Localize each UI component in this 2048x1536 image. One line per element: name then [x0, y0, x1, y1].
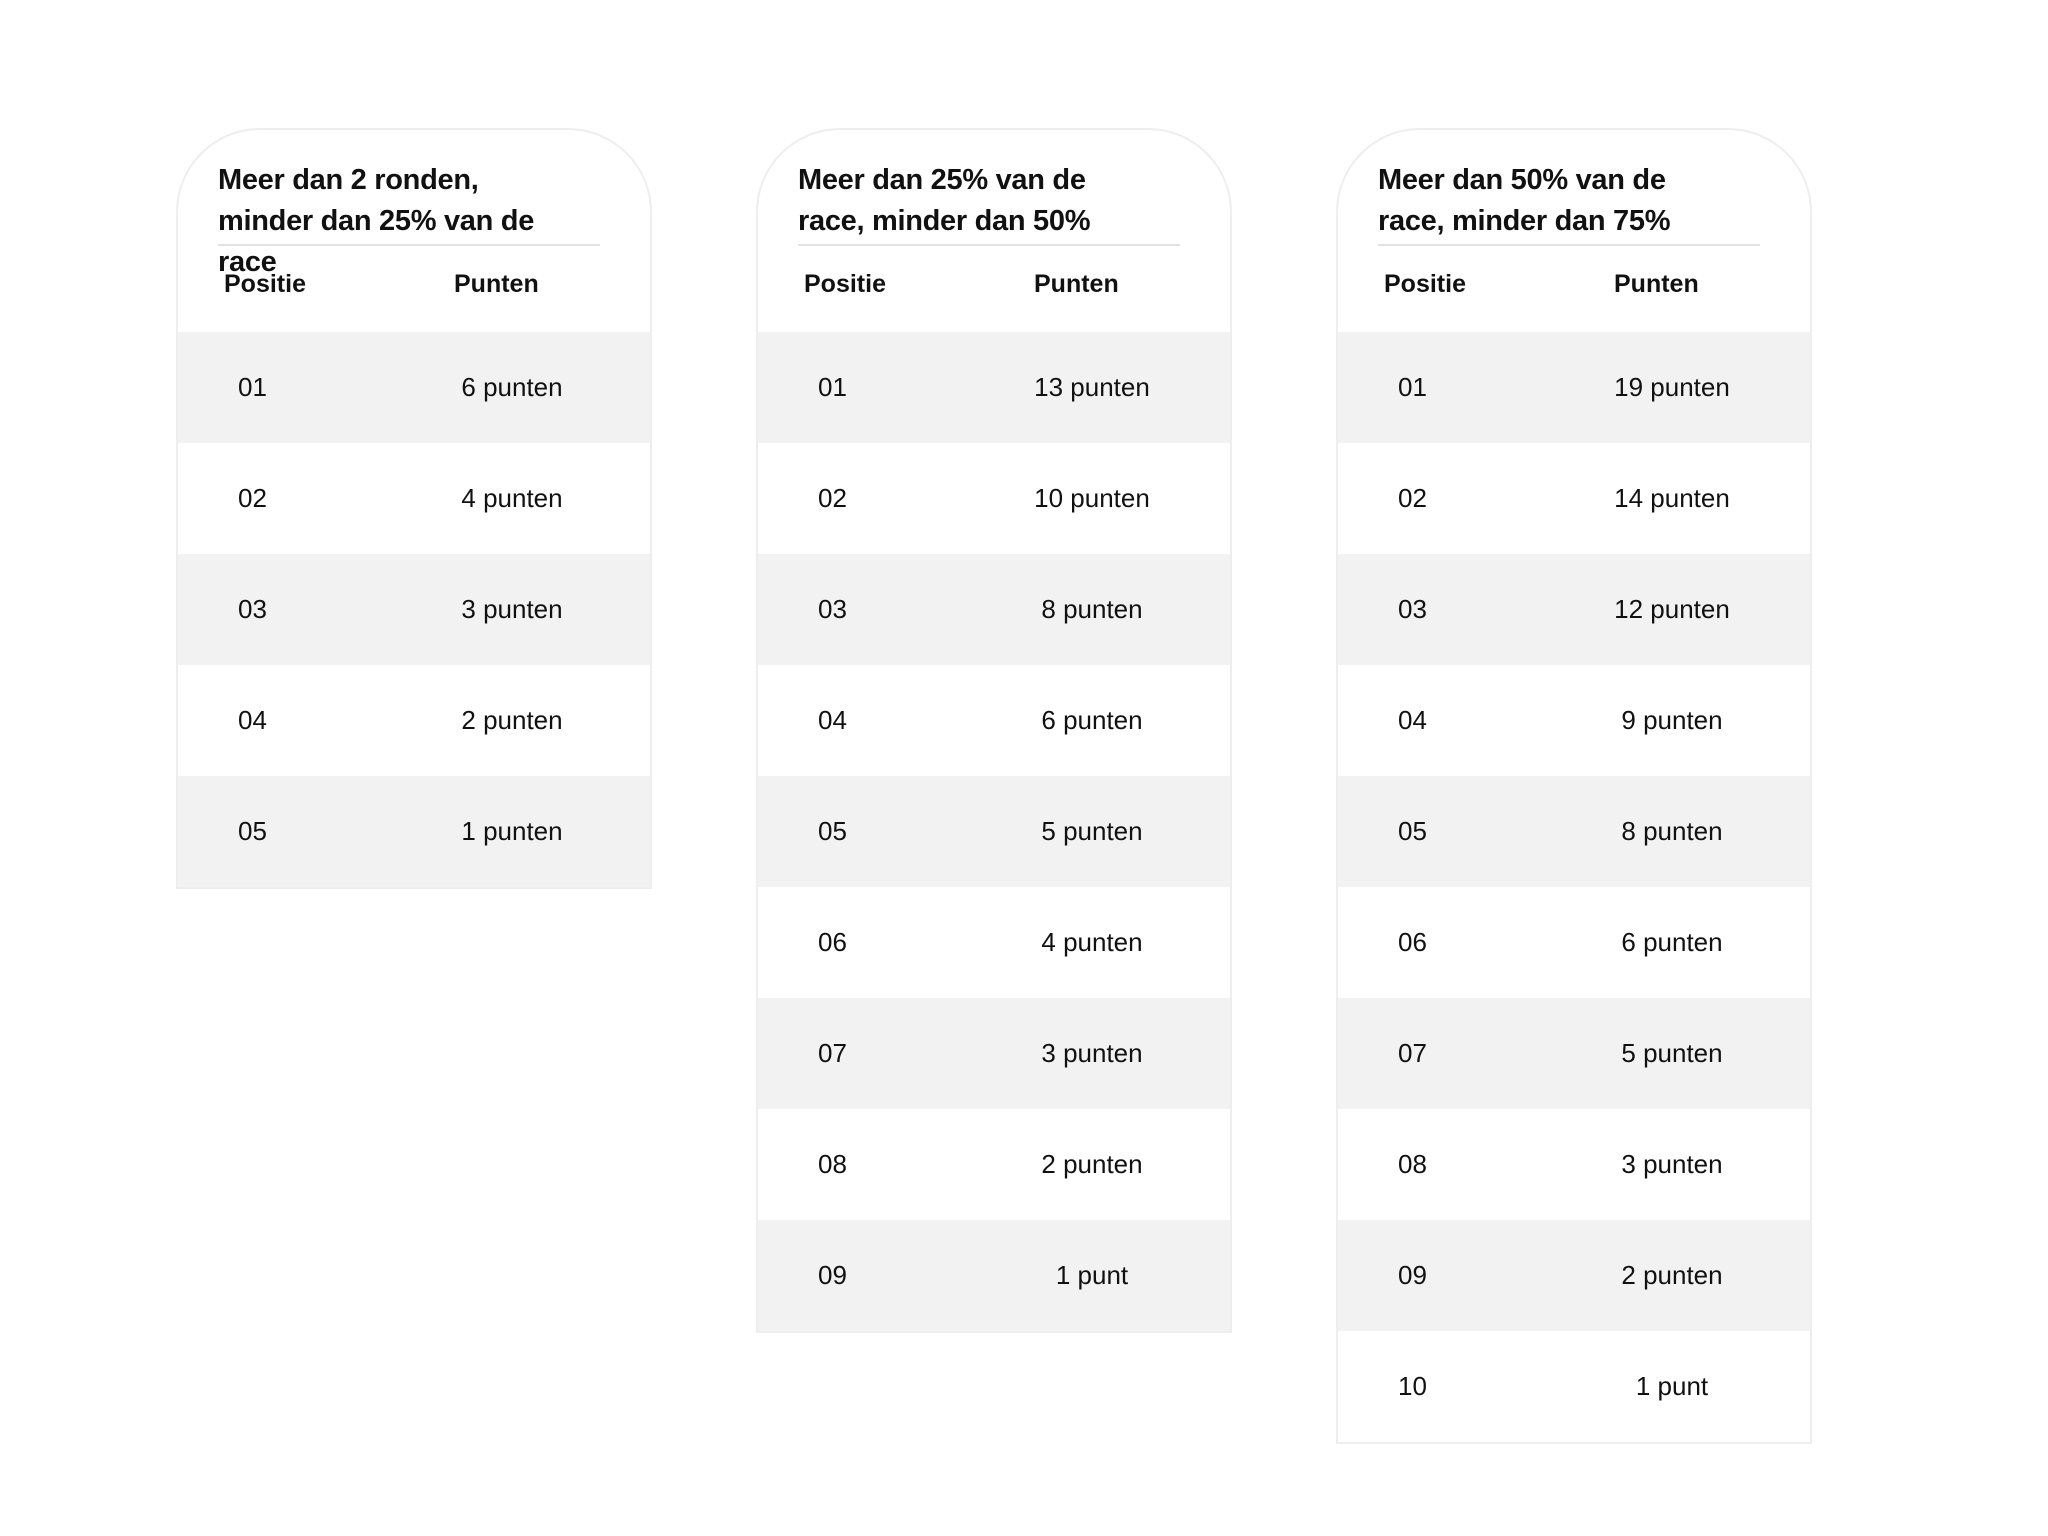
- table-body: [1338, 332, 1810, 1442]
- table-row: [758, 554, 1230, 665]
- position-cell: 05: [1398, 816, 1427, 846]
- points-cell: 9 punten: [1621, 705, 1723, 735]
- position-cell: 04: [818, 705, 847, 735]
- column-header-points: Punten: [454, 270, 539, 298]
- table-row: [1338, 1331, 1810, 1442]
- points-cell: 6 punten: [1621, 927, 1723, 957]
- position-cell: 01: [238, 372, 267, 402]
- column-header-points: Punten: [1034, 270, 1119, 298]
- position-cell: 01: [1398, 372, 1427, 402]
- table-row: [1338, 776, 1810, 887]
- table-row: [1338, 332, 1810, 443]
- points-cell: 2 punten: [1621, 1260, 1723, 1290]
- column-header-points: Punten: [1614, 270, 1699, 298]
- column-header-position: Positie: [804, 270, 886, 298]
- table-row: [758, 1220, 1230, 1331]
- title-divider: [218, 244, 600, 246]
- points-cell: 3 punten: [1041, 1038, 1143, 1068]
- table-row: [1338, 554, 1810, 665]
- table-row: [178, 443, 650, 554]
- position-cell: 08: [818, 1149, 847, 1179]
- position-cell: 09: [1398, 1260, 1427, 1290]
- table-row: [758, 1109, 1230, 1220]
- table-row: [1338, 887, 1810, 998]
- table-row: [1338, 998, 1810, 1109]
- position-cell: 02: [818, 483, 847, 513]
- table-header: [178, 130, 650, 332]
- position-cell: 05: [238, 816, 267, 846]
- table-body: [758, 332, 1230, 1331]
- points-cell: 1 punt: [1635, 1371, 1709, 1401]
- position-cell: 02: [238, 483, 267, 513]
- table-row: [178, 554, 650, 665]
- table-row: [1338, 665, 1810, 776]
- column-header-position: Positie: [224, 270, 306, 298]
- table-body: [178, 332, 650, 887]
- position-cell: 03: [1398, 594, 1427, 624]
- table-row: [1338, 1109, 1810, 1220]
- points-table-short-race: [176, 128, 652, 889]
- points-cell: 3 punten: [461, 594, 563, 624]
- points-cell: 8 punten: [1041, 594, 1143, 624]
- position-cell: 04: [238, 705, 267, 735]
- points-cell: 3 punten: [1621, 1149, 1723, 1179]
- position-cell: 01: [818, 372, 847, 402]
- table-row: [178, 332, 650, 443]
- position-cell: 07: [818, 1038, 847, 1068]
- position-cell: 03: [818, 594, 847, 624]
- column-header-position: Positie: [1384, 270, 1466, 298]
- points-cell: 4 punten: [1041, 927, 1143, 957]
- position-cell: 08: [1398, 1149, 1427, 1179]
- points-cell: 13 punten: [1034, 372, 1150, 402]
- points-cell: 2 punten: [461, 705, 563, 735]
- table-header: [1338, 130, 1810, 332]
- position-cell: 02: [1398, 483, 1427, 513]
- position-cell: 06: [818, 927, 847, 957]
- table-row: [1338, 1220, 1810, 1331]
- points-table-medium-race: [756, 128, 1232, 1333]
- table-row: [178, 776, 650, 887]
- position-cell: 10: [1398, 1371, 1427, 1401]
- points-cell: 12 punten: [1614, 594, 1730, 624]
- table-row: [1338, 443, 1810, 554]
- points-table-long-race: [1336, 128, 1812, 1444]
- table-row: [178, 665, 650, 776]
- points-cell: 14 punten: [1614, 483, 1730, 513]
- position-cell: 03: [238, 594, 267, 624]
- points-cell: 2 punten: [1041, 1149, 1143, 1179]
- table-row: [758, 998, 1230, 1109]
- points-cell: 1 punt: [1055, 1260, 1129, 1290]
- position-cell: 09: [818, 1260, 847, 1290]
- title-divider: [1378, 244, 1760, 246]
- points-cell: 5 punten: [1621, 1038, 1723, 1068]
- points-cell: 6 punten: [1041, 705, 1143, 735]
- table-row: [758, 332, 1230, 443]
- table-row: [758, 776, 1230, 887]
- table-title: Meer dan 2 ronden, minder dan 25% van de race: [218, 164, 535, 278]
- title-divider: [798, 244, 1180, 246]
- points-cell: 1 punten: [461, 816, 563, 846]
- points-cell: 4 punten: [461, 483, 563, 513]
- table-title: Meer dan 25% van de race, minder dan 50%: [798, 164, 1091, 237]
- position-cell: 04: [1398, 705, 1427, 735]
- table-header: [758, 130, 1230, 332]
- position-cell: 06: [1398, 927, 1427, 957]
- points-cell: 10 punten: [1034, 483, 1150, 513]
- points-cell: 6 punten: [461, 372, 563, 402]
- position-cell: 07: [1398, 1038, 1427, 1068]
- position-cell: 05: [818, 816, 847, 846]
- points-cell: 8 punten: [1621, 816, 1723, 846]
- table-row: [758, 665, 1230, 776]
- points-cell: 19 punten: [1614, 372, 1730, 402]
- table-title: Meer dan 50% van de race, minder dan 75%: [1378, 164, 1671, 237]
- table-row: [758, 887, 1230, 998]
- table-row: [758, 443, 1230, 554]
- points-cell: 5 punten: [1041, 816, 1143, 846]
